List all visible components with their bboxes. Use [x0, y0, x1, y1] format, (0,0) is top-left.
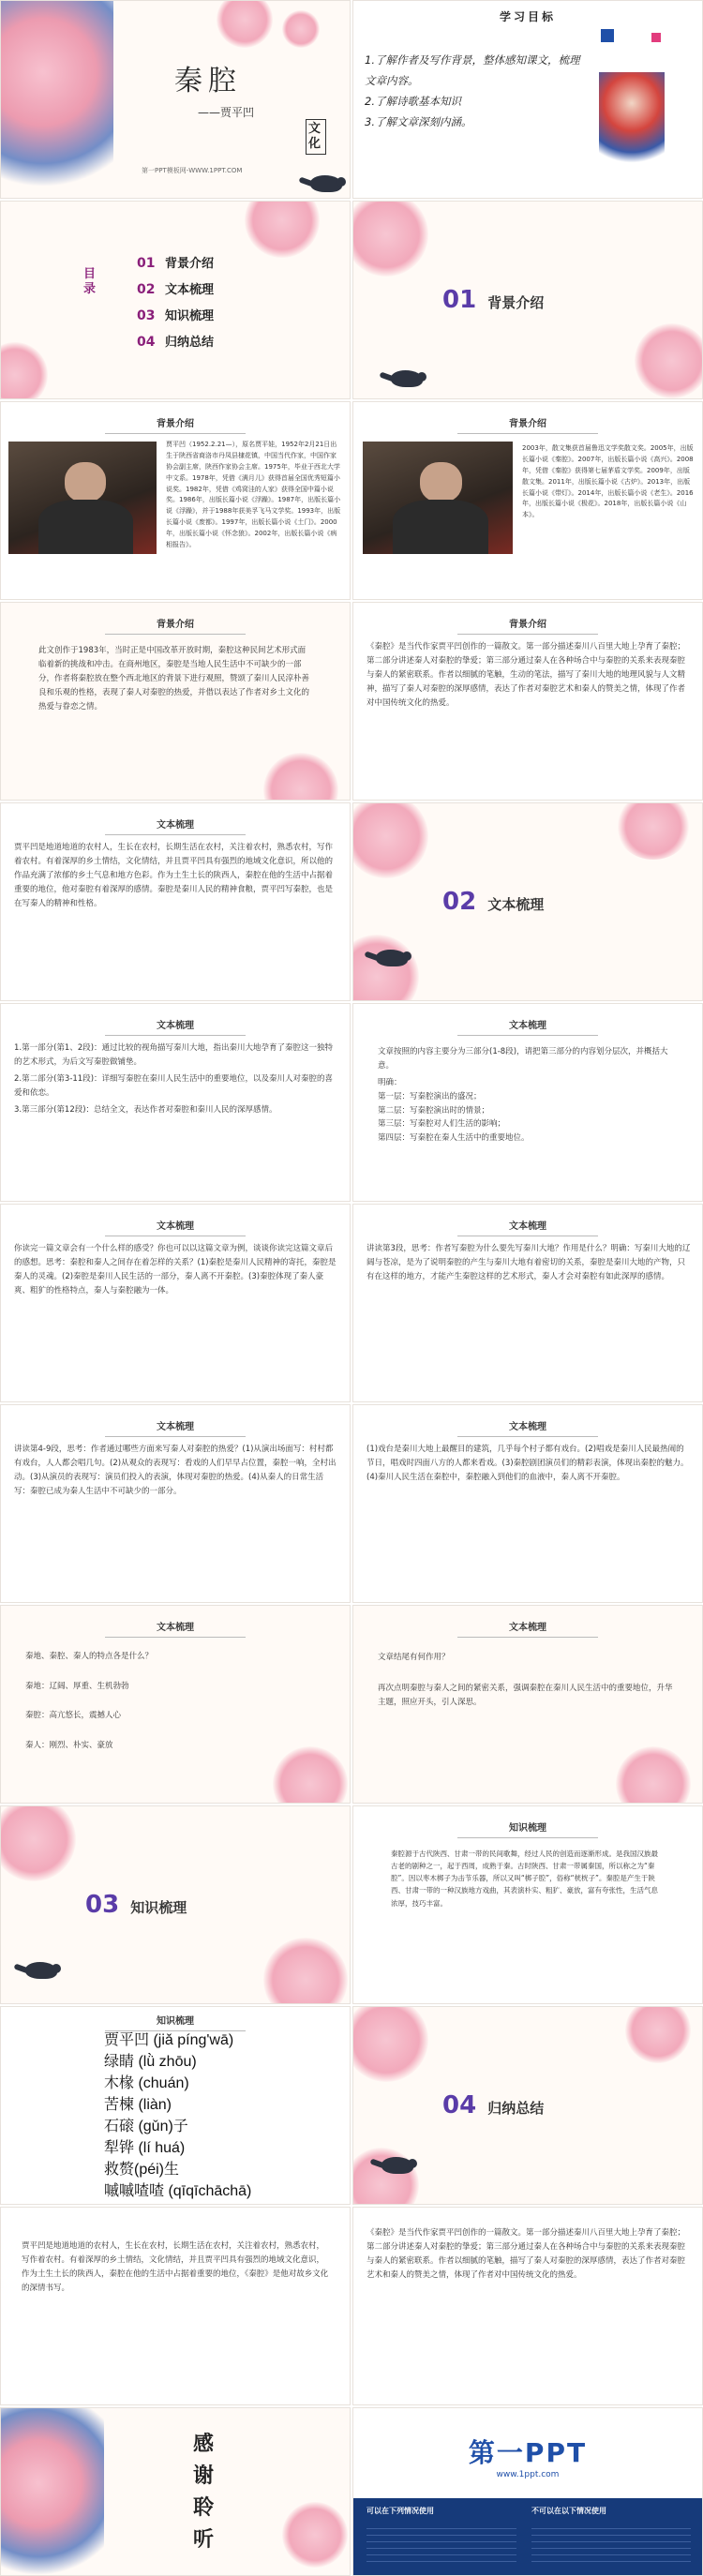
brand-footer-bar: [353, 2498, 702, 2576]
toc-num: 02: [137, 282, 156, 297]
slide-header: 文本梳理: [353, 1017, 702, 1036]
slide-text-analysis-7[interactable]: [352, 1404, 703, 1603]
blossom: [217, 0, 273, 48]
slide-body-text: 贾平凹是地道地道的农村人，生长在农村，长期生活在农村，关注着农村，熟悉农村，写作着农村。有着深厚的乡土情结，文化情结，并且贾平凹具有强烈的地域文化意识，所以他的作品充满了浓郁的乡土气息和地方色彩。作为土生土长的陕西人，秦腔在他的生活中占据着重要的地位，他对秦腔有着深厚的感情。秦腔是秦川人民的精神食粮，贾平凹写秦腔，也是在写秦人的精神和性格。: [14, 843, 334, 908]
slide-text-analysis-6[interactable]: [0, 1404, 351, 1603]
toc-label: 目录: [83, 267, 97, 296]
slide-body-text: [378, 1651, 678, 1713]
slide-section-02[interactable]: [352, 802, 703, 1001]
slide-header: 知识梳理: [353, 1820, 702, 1838]
blossom: [352, 935, 419, 1001]
blossom: [635, 323, 703, 398]
slide-body-text: [14, 1041, 338, 1119]
blossom: [263, 753, 338, 801]
toc-item-1[interactable]: [137, 250, 214, 277]
pinyin-item: 苦楝 (liàn): [104, 2097, 172, 2113]
slide-text-analysis-4[interactable]: [0, 1204, 351, 1402]
bird-icon: [310, 175, 342, 192]
slide-body-text: 讲读第3段，思考：作者写秦腔为什么要先写秦川大地？作用是什么？明确：写秦川大地的辽阔与苍凉，是为了说明秦腔的产生与秦川大地有着密切的关系，秦腔是秦川大地的产物，只有在这样的地方，才能产生秦腔这样的艺术形式，秦人才会对秦腔有如此深厚的感情。: [366, 1244, 691, 1281]
toc-item-2[interactable]: [137, 277, 214, 303]
section-title: 知识梳理: [130, 1899, 187, 1916]
question-text: 文章结尾有何作用？: [378, 1653, 450, 1662]
slide-header: 知识梳理: [1, 2013, 350, 2031]
opera-figure: [0, 2407, 104, 2576]
pinyin-item: 石磙 (gǔn)子: [104, 2119, 188, 2134]
goal-item: 1.了解作者及写作背景，整体感知课文，梳理文章内容。: [365, 53, 580, 87]
answer-item: 再次点明秦腔与秦人之间的紧密关系，强调秦腔在秦川人民生活中的重要地位，升华主题，照应开头，引人深思。: [378, 1683, 673, 1707]
slide-header: 文本梳理: [353, 1418, 702, 1437]
section-title: 文本梳理: [487, 896, 545, 913]
answer-item: 第四层：写秦腔在秦人生活中的重要地位。: [378, 1133, 530, 1144]
goal-item: 2.了解诗歌基本知识: [365, 95, 461, 108]
blossom: [352, 2148, 419, 2205]
blossom: [352, 201, 428, 277]
section-title: 归纳总结: [487, 2100, 545, 2117]
slide-body-text: 2003年，散文集获首届鲁迅文学奖散文奖。2005年，出版长篇小说《秦腔》。2007年，出版长篇小说《高兴》。2008年，凭借《秦腔》获得第七届茅盾文学奖。2009年，出版散文集。2011年，出版长篇小说《古炉》。2013年，出版长篇小说《带灯》。2014年，出版长篇小说《老生》。2016年，出版长篇小说《极花》。2018年，出版长篇小说《山本》。: [522, 444, 694, 519]
slide-body-text: 《秦腔》是当代作家贾平凹创作的一篇散文。第一部分描述秦川八百里大地上孕育了秦腔；第二部分讲述秦人对秦腔的挚爱；第三部分通过秦人在各种场合中与秦腔的关系来表现秦腔与秦人的紧密联系。作者以细腻的笔触，描写了秦人对秦腔的深厚感情，表达了作者对秦腔艺术和秦人的赞美之情，体现了作者对中国传统文化的热爱。: [366, 2228, 686, 2280]
toc-num: 04: [137, 335, 156, 350]
slide-text-analysis-1[interactable]: [0, 802, 351, 1001]
slide-knowledge-1[interactable]: [352, 1805, 703, 2004]
slide-background-2[interactable]: [352, 401, 703, 600]
toc-list: [137, 250, 214, 355]
thanks-text: 感谢聆听: [193, 2433, 215, 2552]
pinyin-item: 贾平凹 (jiǎ píng'wā): [104, 2032, 234, 2048]
culture-badge: 文化: [306, 119, 326, 155]
slide-header: 背景介绍: [1, 616, 350, 635]
slide-body-text: 此文创作于1983年，当时正是中国改革开放时期，秦腔这种民间艺术形式面临着新的挑战和冲击。在商州地区，秦腔是当地人民生活中不可缺少的一部分，作者将秦腔放在整个西北地区的背景下进行观照，赞颂了秦川人民淳朴善良和乐观的性格，表现了秦人对秦腔的热爱，并借以表达了作者对乡土文化的热爱与眷恋之情。: [38, 646, 310, 711]
opera-figure: [0, 0, 113, 199]
usage-allowed-list: [366, 2523, 516, 2568]
goals-title: 学习目标: [499, 10, 556, 23]
answer-item: 明确：: [378, 1077, 402, 1087]
outline-item: 1.第一部分(第1、2段)：通过比较的视角描写秦川大地，指出秦川大地孕育了秦腔这一独特的艺术形式，为后文写秦腔做铺垫。: [14, 1043, 334, 1067]
slide-text-analysis-9[interactable]: [352, 1605, 703, 1804]
opera-mask-image: [599, 72, 665, 175]
blossom: [282, 10, 320, 48]
slide-section-04[interactable]: [352, 2006, 703, 2205]
toc-label-text: 归纳总结: [165, 336, 215, 350]
blossom: [352, 802, 428, 878]
bird-icon: [25, 1962, 57, 1979]
toc-item-4[interactable]: [137, 329, 214, 355]
answer-item: 秦人：刚烈、朴实、豪放: [25, 1740, 113, 1750]
pinyin-item: 犁铧 (lí huá): [104, 2140, 186, 2156]
toc-label-text: 知识梳理: [165, 309, 215, 323]
slide-body-text: 《秦腔》是当代作家贾平凹创作的一篇散文。第一部分描述秦川八百里大地上孕育了秦腔；第二部分讲述秦人对秦腔的挚爱；第三部分通过秦人在各种场合中与秦腔的关系来表现秦腔与秦人的紧密联系。作者以细腻的笔触，生动的笔法，描写了秦川大地的地理风貌与人文精神，描写了秦人对秦腔的深厚感情，表达了作者对秦腔艺术和秦人的赞美之情，体现了作者对中国传统文化的热爱。: [366, 642, 686, 708]
toc-num: 03: [137, 308, 156, 323]
brand-url[interactable]: www.1ppt.com: [496, 2470, 560, 2479]
slide-background-1[interactable]: [0, 401, 351, 600]
pinyin-item: 木椽 (chuán): [104, 2075, 189, 2091]
slide-header: 文本梳理: [1, 1619, 350, 1638]
slide-background-3[interactable]: [0, 602, 351, 801]
goal-item: 3.了解文章深刻内涵。: [365, 115, 472, 128]
slide-goals[interactable]: [352, 0, 703, 199]
slide-body-text: 贾平凹（1952.2.21—），原名贾平娃，1952年2月21日出生于陕西省商洛市丹凤县棣花镇，中国当代作家，中国作家协会副主席，陕西作家协会主席。1975年，毕业于西北大学中文系。1978年，凭借《满月儿》获得首届全国优秀短篇小说奖。1982年，凭借《鸡窝洼的人家》获得全国中篇小说奖。1986年，出版长篇小说《浮躁》。1987年，出版长篇小说《浮躁》，并于1988年获美孚飞马文学奖。1993年，出版长篇小说《废都》。1997年，出版长篇小说《土门》。2000年，出版长篇小说《怀念狼》。2002年，出版长篇小说《病相报告》。: [166, 441, 341, 549]
section-number: 02: [442, 888, 477, 916]
slide-text-analysis-3[interactable]: [352, 1003, 703, 1202]
goals-list: [365, 50, 580, 132]
section-number: 03: [85, 1891, 120, 1919]
bird-icon: [391, 370, 423, 387]
slide-body-text: 你读完一篇文章会有一个什么样的感受？你也可以以这篇文章为例，谈谈你读完这篇文章后的感想。思考：秦腔和秦人之间存在着怎样的关系？(1)秦腔是秦川人民精神的寄托，秦腔是秦人的灵魂。(2)秦腔是秦川人民生活的一部分，秦人离不开秦腔。(3)秦腔体现了秦人豪爽、粗犷的性格特点，秦人与秦腔融为一体。: [14, 1244, 337, 1295]
bird-icon: [381, 2157, 413, 2174]
toc-num: 01: [137, 256, 156, 271]
slide-body-text: [378, 1045, 678, 1146]
blossom: [616, 802, 691, 860]
outline-item: 2.第二部分(第3-11段)：详细写秦腔在秦川人民生活中的重要地位，以及秦川人对秦腔的喜爱和依恋。: [14, 1073, 334, 1098]
section-heading: [85, 1891, 187, 1919]
pinyin-item: 绿睛 (lǜ zhōu): [104, 2054, 197, 2070]
slide-header: 背景介绍: [353, 616, 702, 635]
answer-item: 秦腔：高亢悠长，震撼人心: [25, 1711, 122, 1721]
blossom: [0, 1805, 76, 1881]
brand-logo: 第一PPT: [468, 2437, 588, 2468]
slide-knowledge-2[interactable]: [0, 2006, 351, 2205]
blossom: [282, 2502, 348, 2568]
section-heading: [442, 286, 544, 314]
slide-header: 文本梳理: [1, 1218, 350, 1236]
section-number: 01: [442, 286, 477, 314]
slide-background-4[interactable]: [352, 602, 703, 801]
question-text: 文章按照的内容主要分为三部分(1-8段)，请把第三部分的内容划分层次，并概括大意。: [378, 1047, 668, 1071]
slide-text-analysis-5[interactable]: [352, 1204, 703, 1402]
blossom: [616, 1746, 691, 1804]
slide-thanks[interactable]: [0, 2407, 351, 2576]
blossom: [352, 2006, 428, 2082]
slide-brand[interactable]: [352, 2407, 703, 2576]
slide-header: 文本梳理: [1, 1418, 350, 1437]
outline-item: 3.第三部分(第12段)：总结全文，表达作者对秦腔和秦川人民的深厚感情。: [14, 1104, 277, 1115]
question-text: 秦地、秦腔、秦人的特点各是什么？: [25, 1652, 154, 1661]
usage-forbidden-title: 不可以在以下情况使用: [531, 2507, 606, 2515]
section-heading: [442, 2091, 544, 2119]
slide-header: 文本梳理: [1, 1017, 350, 1036]
blossom: [625, 2006, 691, 2063]
slide-section-01[interactable]: [352, 201, 703, 399]
blossom: [263, 1938, 348, 2004]
slide-toc[interactable]: [0, 201, 351, 399]
slide-header: 背景介绍: [353, 415, 702, 434]
section-heading: [442, 888, 544, 916]
slide-text-analysis-2[interactable]: [0, 1003, 351, 1202]
blossom: [245, 201, 320, 258]
toc-label-text: 背景介绍: [165, 257, 215, 271]
slide-body-text: (1)戏台是秦川大地上最醒目的建筑，几乎每个村子都有戏台。(2)唱戏是秦川人民最热闹的节日，唱戏时四面八方的人都来看戏。(3)秦腔剧团演员们的精彩表演，体现出秦腔的魅力。(4)秦川人民生活在秦腔中，秦腔融入到他们的血液中，秦人离不开秦腔。: [366, 1445, 689, 1482]
slide-text-analysis-8[interactable]: [0, 1605, 351, 1804]
slide-section-03[interactable]: [0, 1805, 351, 2004]
slide-header: 背景介绍: [1, 415, 350, 434]
section-number: 04: [442, 2091, 477, 2119]
pink-square: [651, 33, 661, 42]
author-photo: [8, 442, 157, 554]
answer-item: 第一层：写秦腔演出的盛况；: [378, 1091, 482, 1101]
author-photo: [363, 442, 513, 554]
slide-header: 文本梳理: [1, 816, 350, 835]
slide-summary-2[interactable]: [352, 2207, 703, 2405]
pinyin-item: 嘁嘁喳喳 (qīqīchāchā): [104, 2183, 252, 2199]
answer-item: 第二层：写秦腔演出时的情景；: [378, 1105, 490, 1116]
slide-body-text: [25, 1651, 325, 1755]
slide-summary-1[interactable]: [0, 2207, 351, 2405]
slide-body-text: 贾平凹是地道地道的农村人，生长在农村，长期生活在农村，关注着农村，熟悉农村，写作着农村。有着深厚的乡土情结，文化情结，并且贾平凹具有强烈的地域文化意识，作为土生土长的陕西人，秦腔在他的生活中占据着重要的地位，《秦腔》是他对故乡文化的深情书写。: [22, 2241, 329, 2293]
blue-square: [601, 29, 614, 42]
slide-body-text: 讲读第4-9段，思考：作者通过哪些方面来写秦人对秦腔的热爱？(1)从演出场面写：村村都有戏台，人人都会唱几句。(2)从观众的表现写：看戏的人们早早占位置，秦腔一响，全村出动。(3)从演员的表现写：演员们投入的表演，体现对秦腔的热爱。(4)从秦人的日常生活写：秦腔已成为秦人生活中不可缺少的一部分。: [14, 1445, 337, 1496]
toc-item-3[interactable]: [137, 303, 214, 329]
pinyin-item: 救赘(péi)生: [104, 2162, 180, 2178]
usage-forbidden-list: [531, 2523, 691, 2568]
answer-item: 秦地：辽阔、厚重、生机勃勃: [25, 1681, 129, 1691]
slide-header: 文本梳理: [353, 1619, 702, 1638]
answer-item: 第三层：写秦腔对人们生活的影响；: [378, 1119, 506, 1130]
pinyin-list: [104, 2029, 251, 2202]
usage-allowed-title: 可以在下列情况使用: [366, 2507, 434, 2515]
slide-body-text: 秦腔源于古代陕西、甘肃一带的民间歌舞，经过人民的创造而逐渐形成。是我国汉族最古老的剧种之一，起于西周，成熟于秦。古时陕西、甘肃一带属秦国，所以称之为“秦腔”。因以枣木梆子为击节乐器，所以又叫“梆子腔”，俗称“桄桄子”。秦腔是产生于陕西、甘肃一带的一种汉族地方戏曲，其表演朴实、粗犷、豪放，富有夸张性，生活气息浓厚，技巧丰富。: [391, 1850, 658, 1908]
author-name: ——贾平凹: [198, 106, 255, 119]
bird-icon: [376, 950, 408, 966]
section-title: 背景介绍: [487, 294, 545, 311]
toc-label-text: 文本梳理: [165, 283, 215, 297]
slide-header: 文本梳理: [353, 1218, 702, 1236]
footer-text: 第一PPT模板网-WWW.1PPT.COM: [142, 167, 243, 174]
slide-title[interactable]: [0, 0, 351, 199]
blossom: [0, 342, 48, 399]
slide-title-text: 秦腔: [174, 65, 242, 97]
